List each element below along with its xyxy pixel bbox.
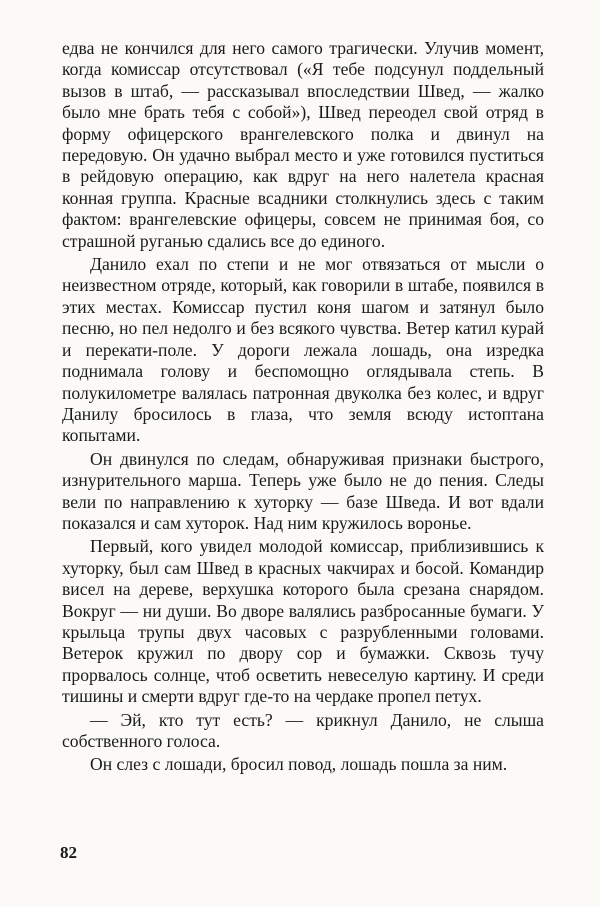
paragraph-tracks: Он двинулся по следам, обнаруживая признаки быстрого, изнурительного марша. Теперь уже было не до пения. Следы вели по направлению к хуторку — базе Шведа. И вот вдали показался и сам хуторок. Над ним кружилось воронье.	[62, 448, 544, 533]
paragraph-continuation: едва не кончился для него самого трагически. Улучив момент, когда комиссар отсутствовал («Я тебе подсунул поддельный вызов в штаб, — рассказывал впоследствии Швед, — жалко было мне брать тебя с собой»), Швед переодел свой отряд в форму офицерского врангелевского полка и двинул на передовую. Он удачно выбрал место и уже готовился пуститься в рейдовую операцию, как вдруг на него налетела красная конная группа. Красные всадники столкнулись здесь с таким фактом: врангелевские офицеры, совсем не принимая боя, со страшной руганью сдались все до единого.	[62, 38, 544, 251]
paragraph-dismount: Он слез с лошади, бросил повод, лошадь пошла за ним.	[90, 754, 508, 775]
paragraph-dialogue: — Эй, кто тут есть? — крикнул Данило, не слыша собственного голоса.	[62, 709, 544, 751]
book-page	[62, 38, 544, 776]
page-number: 82	[60, 843, 77, 862]
paragraph-steppe-ride: Данило ехал по степи и не мог отвязаться от мысли о неизвестном отряде, который, как говорили в штабе, появился в этих местах. Комиссар пустил коня шагом и затянул было песню, но пел недолго и без всякого чувства. Ветер катил курай и перекати-поле. У дороги лежала лошадь, она изредка поднимала голову и беспомощно оглядывала степь. В полукилометре валялась патронная двуколка без колес, и вдруг Данилу бросилось в глаза, что земля всюду истоптана копытами.	[62, 254, 544, 446]
paragraph-khutor-scene: Первый, кого увидел молодой комиссар, приблизившись к хуторку, был сам Швед в красных чакчирах и босой. Командир висел на дереве, верхушка которого была срезана снарядом. Вокруг — ни души. Во дворе валялись разбросанные бумаги. У крыльца трупы двух часовых с разрубленными головами. Ветерок кружил по двору сор и бумажки. Сквозь тучу прорвалось солнце, чтоб осветить невеселую картину. И среди тишины и смерти вдруг где-то на чердаке пропел петух.	[62, 536, 544, 707]
